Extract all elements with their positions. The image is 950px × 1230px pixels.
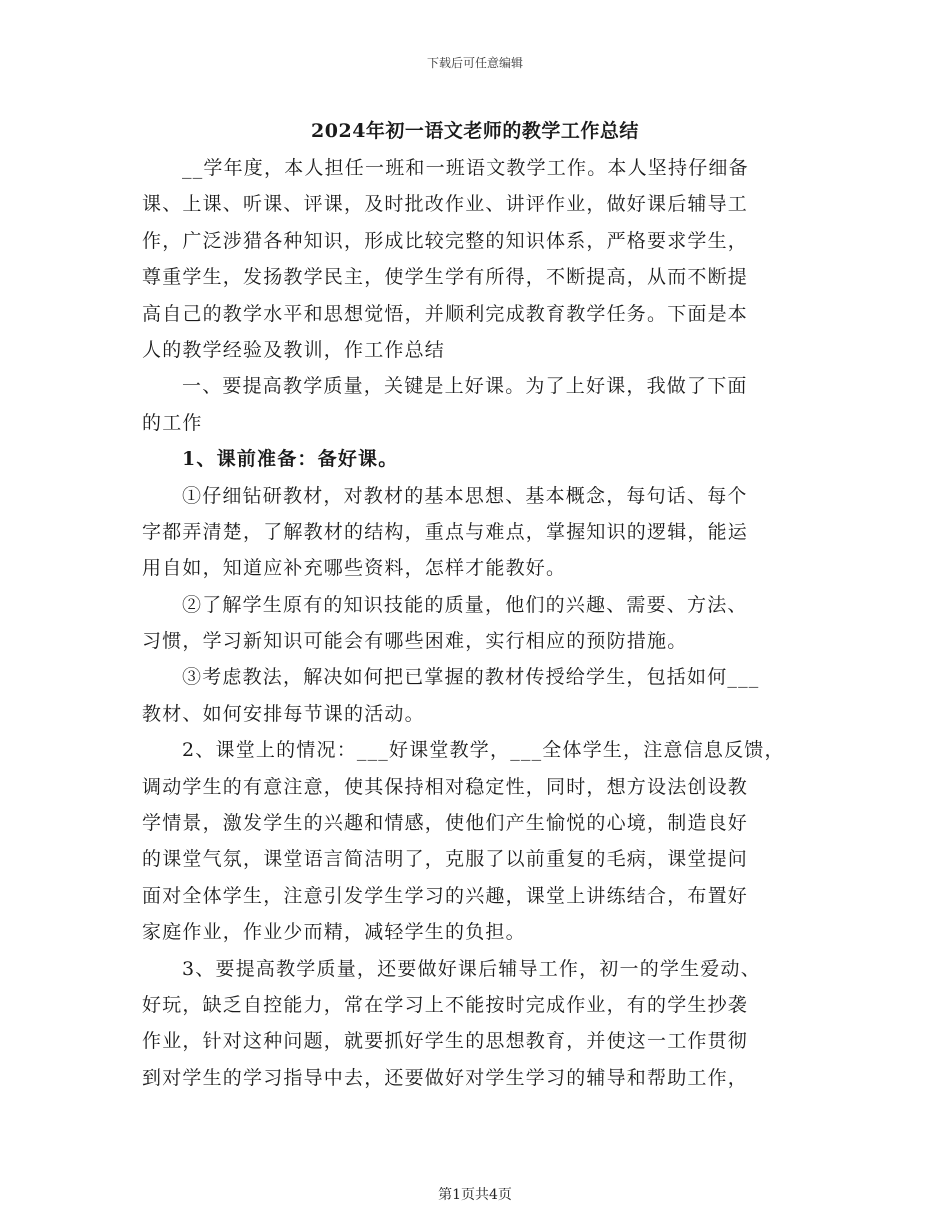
paragraph-line: 作，广泛涉猎各种知识，形成比较完整的知识体系，严格要求学生， (142, 229, 749, 252)
paragraph-line: 面对全体学生，注意引发学生学习的兴趣，课堂上讲练结合，布置好 (142, 884, 749, 907)
paragraph-line: ③考虑教法，解决如何把已掌握的教材传授给学生，包括如何___ (182, 666, 760, 689)
paragraph-line: 3、要提高教学质量，还要做好课后辅导工作，初一的学生爱动、 (182, 957, 761, 980)
paragraph-line: 教材、如何安排每节课的活动。 (142, 702, 425, 725)
paragraph-line: 尊重学生，发扬教学民主，使学生学有所得，不断提高，从而不断提 (142, 266, 749, 289)
paragraph-line: 一、要提高教学质量，关键是上好课。为了上好课，我做了下面 (182, 375, 748, 398)
page-header: 下载后可任意编辑 (426, 56, 523, 70)
paragraph-line: 的课堂气氛，课堂语言简洁明了，克服了以前重复的毛病，课堂提问 (142, 848, 749, 871)
paragraph-line: 到对学生的学习指导中去，还要做好对学生学习的辅导和帮助工作， (142, 1066, 749, 1089)
paragraph-line: 字都弄清楚，了解教材的结构，重点与难点，掌握知识的逻辑，能运 (142, 520, 749, 543)
paragraph-line: 2、课堂上的情况：___好课堂教学，___全体学生，注意信息反馈， (182, 739, 785, 762)
paragraph-line: 的工作 (142, 411, 203, 434)
paragraph-line: 用自如，知道应补充哪些资料，怎样才能教好。 (142, 557, 567, 580)
paragraph-line: 课、上课、听课、评课，及时批改作业、讲评作业，做好课后辅导工 (142, 193, 749, 216)
paragraph-line: __学年度，本人担任一班和一班语文教学工作。本人坚持仔细备 (182, 157, 749, 179)
paragraph-line: 家庭作业，作业少而精，减轻学生的负担。 (142, 921, 526, 944)
paragraph-line: 高自己的教学水平和思想觉悟，并顺利完成教育教学任务。下面是本 (142, 302, 749, 325)
paragraph-line: 人的教学经验及教训，作工作总结 (142, 338, 446, 361)
paragraph-line: ②了解学生原有的知识技能的质量，他们的兴趣、需要、方法、 (182, 593, 748, 616)
paragraph-line: 习惯，学习新知识可能会有哪些困难，实行相应的预防措施。 (142, 630, 688, 653)
paragraph-line: 调动学生的有意注意，使其保持相对稳定性，同时，想方设法创设教 (142, 775, 749, 798)
paragraph-line: ①仔细钻研教材，对教材的基本思想、基本概念，每句话、每个 (182, 484, 748, 507)
paragraph-line: 作业，针对这种问题，就要抓好学生的思想教育，并使这一工作贯彻 (142, 1030, 749, 1053)
section-heading: 1、课前准备：备好课。 (182, 448, 399, 471)
paragraph-line: 好玩，缺乏自控能力，常在学习上不能按时完成作业，有的学生抄袭 (142, 993, 749, 1016)
paragraph-line: 学情景，激发学生的兴趣和情感，使他们产生愉悦的心境，制造良好 (142, 812, 749, 835)
document-body (142, 150, 812, 1096)
document-title: 2024年初一语文老师的教学工作总结 (311, 120, 639, 142)
page-footer: 第1页共4页 (438, 1187, 512, 1203)
